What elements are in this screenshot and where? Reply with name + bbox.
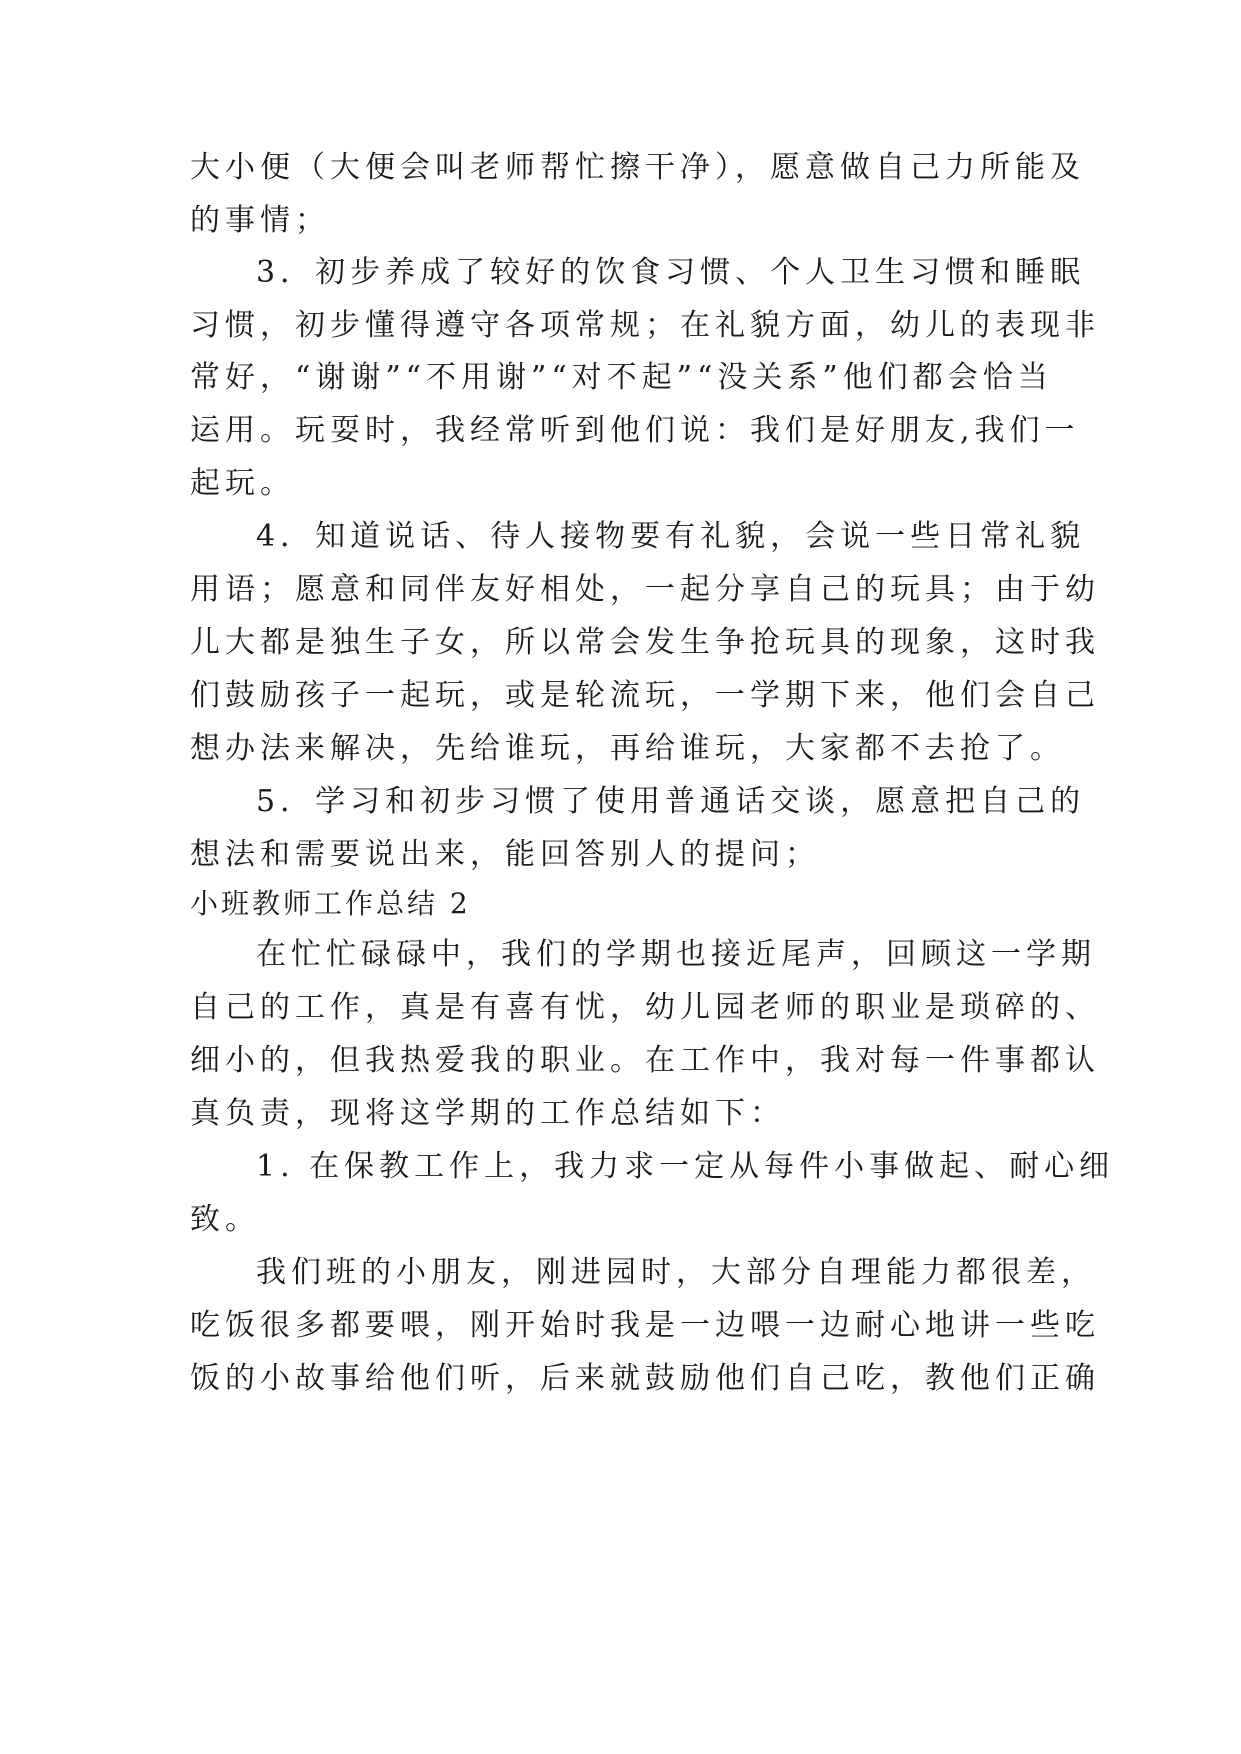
paragraph-line: 1. 在保教工作上，我力求一定从每件小事做起、耐心细 [256,1149,1115,1184]
paragraph-line: 大小便（大便会叫老师帮忙擦干净），愿意做自己力所能及 [190,150,1085,185]
paragraph-line: 儿大都是独生子女，所以常会发生争抢玩具的现象，这时我 [190,625,1100,660]
paragraph-line: 用语；愿意和同伴友好相处，一起分享自己的玩具；由于幼 [190,572,1100,607]
paragraph-line: 5．学习和初步习惯了使用普通话交谈，愿意把自己的 [256,784,1086,819]
paragraph-line: 想法和需要说出来，能回答别人的提问； [190,837,820,872]
paragraph-line: 我们班的小朋友，刚进园时，大部分自理能力都很差， [256,1255,1096,1290]
paragraph-line: 吃饭很多都要喂，刚开始时我是一边喂一边耐心地讲一些吃 [190,1308,1100,1343]
paragraph-line: 习惯，初步懂得遵守各项常规；在礼貌方面，幼儿的表现非 [190,308,1100,343]
paragraph-line: 运用。玩耍时，我经常听到他们说：我们是好朋友,我们一 [190,413,1080,448]
paragraph-line: 常好，“谢谢”“不用谢”“对不起”“没关系”他们都会恰当 [190,360,1053,395]
paragraph-line: 3．初步养成了较好的饮食习惯、个人卫生习惯和睡眠 [256,255,1086,290]
paragraph-line: 起玩。 [190,466,295,501]
paragraph-line: 真负责，现将这学期的工作总结如下： [190,1096,785,1131]
paragraph-line: 在忙忙碌碌中，我们的学期也接近尾声，回顾这一学期 [256,937,1096,972]
paragraph-line: 细小的，但我热爱我的职业。在工作中，我对每一件事都认 [190,1043,1100,1078]
paragraph-line: 4．知道说话、待人接物要有礼貌，会说一些日常礼貌 [256,519,1086,554]
paragraph-line: 想办法来解决，先给谁玩，再给谁玩，大家都不去抢了。 [190,731,1065,766]
paragraph-line: 的事情； [190,203,330,238]
paragraph-line: 自己的工作，真是有喜有忧，幼儿园老师的职业是琐碎的、 [190,990,1100,1025]
paragraph-line: 们鼓励孩子一起玩，或是轮流玩，一学期下来，他们会自己 [190,678,1100,713]
section-heading: 小班教师工作总结 2 [190,887,471,920]
paragraph-line: 饭的小故事给他们听，后来就鼓励他们自己吃，教他们正确 [190,1361,1100,1396]
paragraph-line: 致。 [190,1202,260,1237]
